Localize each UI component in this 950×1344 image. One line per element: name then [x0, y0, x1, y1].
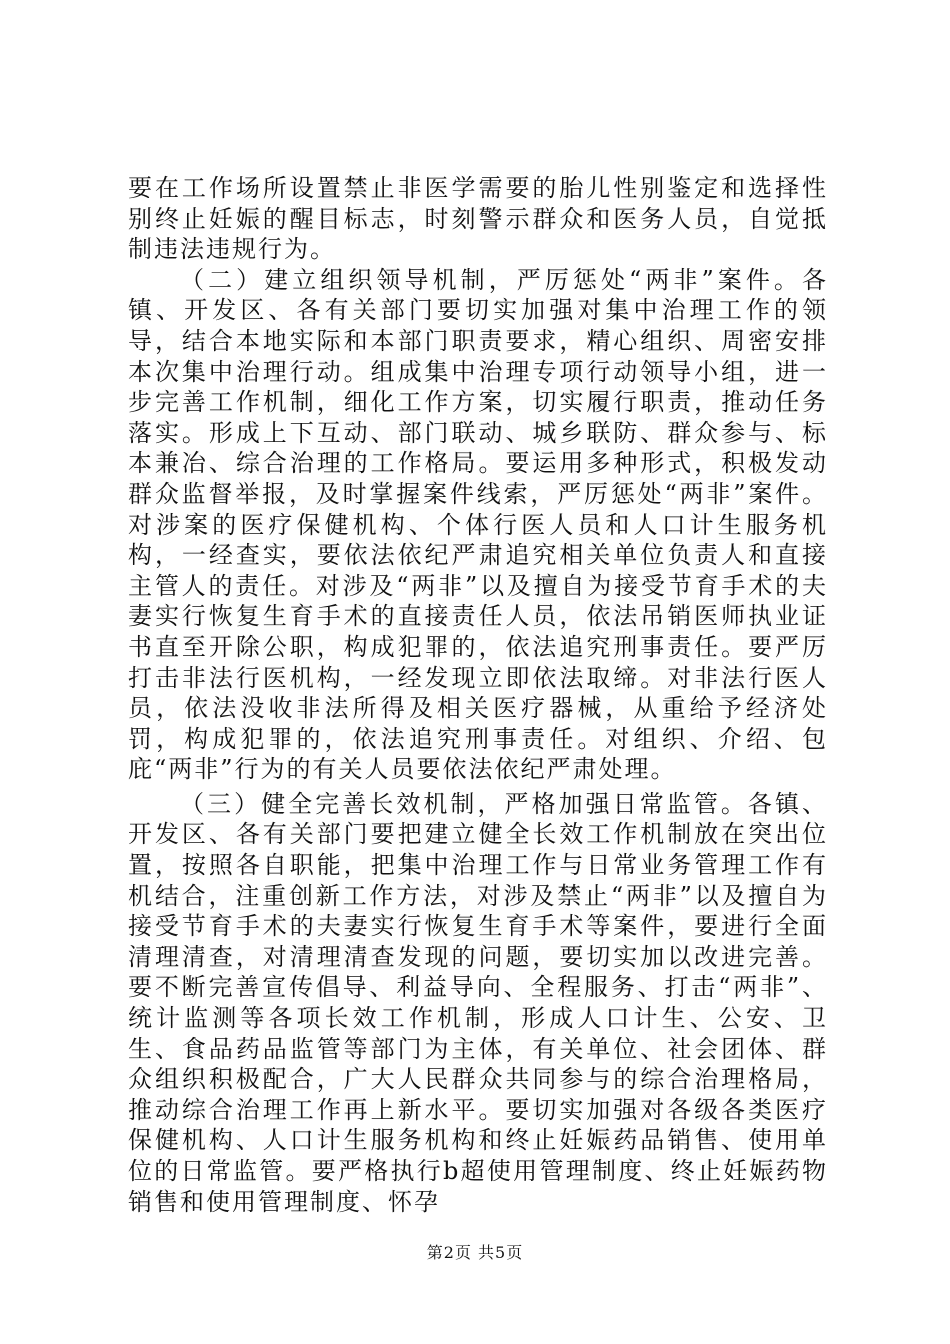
paragraph-section-three: （三）健全完善长效机制，严格加强日常监管。各镇、开发区、各有关部门要把建立健全长效工作机制放在突出位置，按照各自职能，把集中治理工作与日常业务管理工作有机结合，注重创新工作方法，对涉及禁止“两非”以及擅自为接受节育手术的夫妻实行恢复生育手术等案件，要进行全面清理清查，对清理清查发现的问题，要切实加以改进完善。要不断完善宣传倡导、利益导向、全程服务、打击“两非”、统计监测等各项长效工作机制，形成人口计生、公安、卫生、食品药品监管等部门为主体，有关单位、社会团体、群众组织积极配合，广大人民群众共同参与的综合治理格局，推动综合治理工作再上新水平。要切实加强对各级各类医疗保健机构、人口计生服务机构和终止妊娠药品销售、使用单位的日常监管。要严格执行b超使用管理制度、终止妊娠药物销售和使用管理制度、怀孕 — [128, 789, 828, 1216]
paragraph-continuation: 要在工作场所设置禁止非医学需要的胎儿性别鉴定和选择性别终止妊娠的醒目标志，时刻警示群众和医务人员，自觉抵制违法违规行为。 — [128, 174, 828, 264]
paragraph-section-two: （二）建立组织领导机制，严厉惩处“两非”案件。各镇、开发区、各有关部门要切实加强对集中治理工作的领导，结合本地实际和本部门职责要求，精心组织、周密安排本次集中治理行动。组成集中治理专项行动领导小组，进一步完善工作机制，细化工作方案，切实履行职责，推动任务落实。形成上下互动、部门联动、城乡联防、群众参与、标本兼冶、综合治理的工作格局。要运用多种形式，积极发动群众监督举报，及时掌握案件线索，严厉惩处“两非”案件。对涉案的医疗保健机构、个体行医人员和人口计生服务机构，一经查实，要依法依纪严肃追究相关单位负责人和直接主管人的责任。对涉及“两非”以及擅自为接受节育手术的夫妻实行恢复生育手术的直接责任人员，依法吊销医师执业证书直至开除公职，构成犯罪的，依法追究刑事责任。要严厉打击非法行医机构，一经发现立即依法取缔。对非法行医人员，依法没收非法所得及相关医疗器械，从重给予经济处罚，构成犯罪的，依法追究刑事责任。对组织、介绍、包庇“两非”行为的有关人员要依法依纪严肃处理。 — [128, 265, 828, 784]
document-body — [128, 173, 828, 1217]
page-number-footer: 第2页 共5页 — [426, 1243, 524, 1262]
